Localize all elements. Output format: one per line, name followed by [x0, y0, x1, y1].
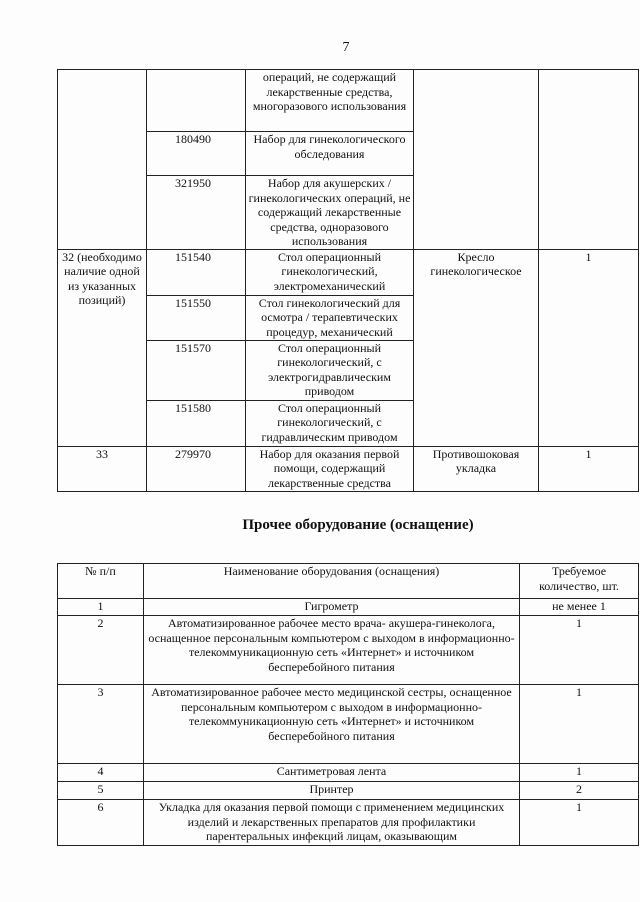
- name-cell: Стол гинекологический для осмотра / терапевтических процедур, механический: [246, 295, 414, 340]
- row-number-cell: 2: [58, 616, 144, 685]
- row-number-cell: 33: [58, 446, 147, 491]
- code-cell: 151570: [147, 340, 246, 400]
- qty-cell: 1: [539, 446, 639, 491]
- row-number-cell: 5: [58, 782, 144, 800]
- other-equipment-table: [57, 563, 639, 846]
- name-cell: Стол операционный гинекологический, с гидравлическим приводом: [246, 400, 414, 446]
- name-cell: Набор для акушерских /гинекологических операций, не содержащий лекарственные средства, одноразового использования: [246, 176, 414, 250]
- qty-cell: [539, 70, 639, 250]
- table-header-row: [58, 564, 639, 599]
- table-row: [58, 800, 639, 846]
- name-cell: Принтер: [144, 782, 520, 800]
- qty-cell: 1: [520, 800, 639, 846]
- qty-cell: 1: [520, 685, 639, 764]
- table-row: [58, 599, 639, 616]
- qty-cell: 1: [520, 616, 639, 685]
- table-row: [58, 446, 639, 491]
- name-cell: Сантиметровая лента: [144, 764, 520, 782]
- type-cell: Кресло гинекологическое: [414, 249, 539, 446]
- row-number-cell: [58, 70, 147, 250]
- code-cell: 180490: [147, 132, 246, 176]
- row-number-cell: 3: [58, 685, 144, 764]
- qty-cell: 2: [520, 782, 639, 800]
- table-row: [58, 70, 639, 132]
- name-cell: операций, не содержащий лекарственные средства, многоразового использования: [246, 70, 414, 132]
- name-cell: Набор для оказания первой помощи, содержащий лекарственные средства: [246, 446, 414, 491]
- name-cell: Автоматизированное рабочее место медицинской сестры, оснащенное персональным компьютером с выходом в информационно-телекоммуникационную сеть «Интернет» и источником бесперебойного питания: [144, 685, 520, 764]
- table-row: [58, 782, 639, 800]
- section-title: Прочее оборудование (оснащение): [242, 517, 474, 533]
- type-cell: [414, 70, 539, 250]
- table-row: [58, 616, 639, 685]
- name-cell: Набор для гинекологического обследования: [246, 132, 414, 176]
- qty-cell: не менее 1: [520, 599, 639, 616]
- name-cell: Стол операционный гинекологический, электромеханический: [246, 249, 414, 295]
- code-cell: 151580: [147, 400, 246, 446]
- qty-cell: 1: [520, 764, 639, 782]
- table-row: [58, 685, 639, 764]
- code-cell: [147, 70, 246, 132]
- name-cell: Автоматизированное рабочее место врача- акушера-гинеколога, оснащенное персональным компьютером с выходом в информационно-телекоммуникационную сеть «Интернет» и источником бесперебойного питания: [144, 616, 520, 685]
- equipment-table-continued: [57, 69, 639, 492]
- code-cell: 151550: [147, 295, 246, 340]
- code-cell: 279970: [147, 446, 246, 491]
- code-cell: 151540: [147, 249, 246, 295]
- name-cell: Стол операционный гинекологический, с электрогидравлическим приводом: [246, 340, 414, 400]
- row-number-cell: 32 (необходимо наличие одной из указанных позиций): [58, 249, 147, 446]
- table-row: [58, 249, 639, 295]
- name-cell: Укладка для оказания первой помощи с применением медицинских изделий и лекарственных препаратов для профилактики парентеральных инфекций лицам, оказывающим: [144, 800, 520, 846]
- table-row: [58, 764, 639, 782]
- qty-cell: 1: [539, 249, 639, 446]
- page-number: 7: [342, 40, 350, 55]
- row-number-cell: 4: [58, 764, 144, 782]
- code-cell: 321950: [147, 176, 246, 250]
- row-number-cell: 1: [58, 599, 144, 616]
- header-num: № п/п: [58, 564, 144, 599]
- header-name: Наименование оборудования (оснащения): [144, 564, 520, 599]
- name-cell: Гигрометр: [144, 599, 520, 616]
- header-qty: Требуемое количество, шт.: [520, 564, 639, 599]
- type-cell: Противошоковая укладка: [414, 446, 539, 491]
- row-number-cell: 6: [58, 800, 144, 846]
